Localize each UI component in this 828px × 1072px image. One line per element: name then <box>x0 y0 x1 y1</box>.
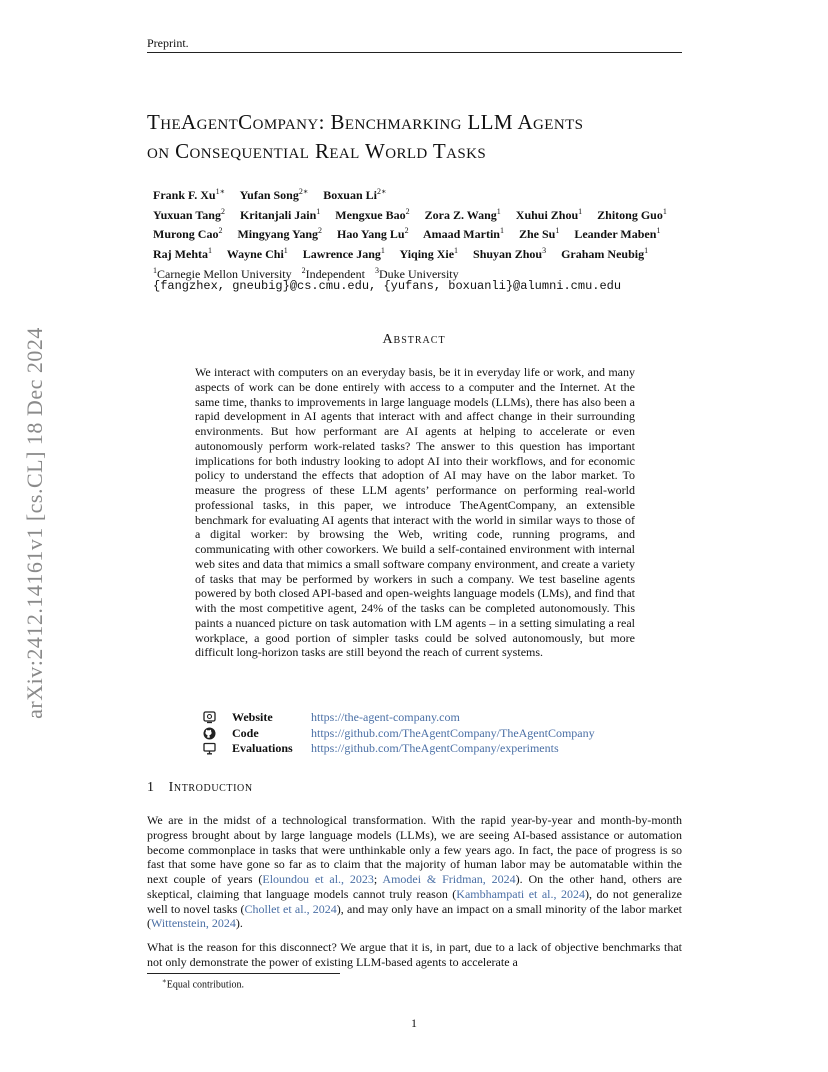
header-rule <box>147 52 682 53</box>
github-icon <box>202 727 216 740</box>
author-line-3 <box>153 223 753 243</box>
resource-links <box>202 710 595 757</box>
author: Zora Z. Wang$^1$ <box>424 206 501 222</box>
title-line-1: TheAgentCompany: Benchmarking LLM Agents <box>147 110 584 134</box>
link-label: Code <box>232 725 259 740</box>
author-list <box>153 184 753 262</box>
website-icon <box>202 711 216 724</box>
link-row-website <box>202 710 595 726</box>
author: Leander Maben$^1$ <box>574 226 661 241</box>
author: Graham Neubig$^1$ <box>561 245 649 261</box>
author: Yufan Song$^{2∗}$ <box>239 187 309 202</box>
author: Zhe Su$^1$ <box>518 226 560 241</box>
section-heading-introduction <box>147 780 253 796</box>
arxiv-stamp: arXiv:2412.14161v1 [cs.CL] 18 Dec 2024 <box>22 327 47 719</box>
author: Raj Mehta$^1$ <box>153 245 212 261</box>
introduction-paragraph-1: We are in the midst of a technological transformation. With the rapid year-by-year and month-by-month progress brought about by large language models (LLMs), we are seeing AI-based assistance or automation become commonplace in tasks that were unthinkable only a few years ago. In fact, the pace of progress is so fast that some have gone so far as to claim that the majority of human labor may be automatable within the next couple of years (Eloundou et al., 2023; Amodei & Fridman, 2024). On the other hand, others are skeptical, claiming that language models cannot truly reason (Kambhampati et al., 2024), do not generalize well to novel tasks (Chollet et al., 2024), and may only have an impact on a small minority of the labor market (Wittenstein, 2024). <box>147 813 683 931</box>
author: Kritanjali Jain$^1$ <box>239 206 321 222</box>
author: Lawrence Jang$^1$ <box>302 245 385 261</box>
introduction-paragraph-2: What is the reason for this disconnect? We argue that it is, in part, due to a lack of objective benchmarks that not only demonstrate the power of existing LLM-based agents to accelerate a <box>147 940 682 969</box>
citation-link[interactable]: Amodei & Fridman, 2024 <box>382 872 516 886</box>
section-title: Introduction <box>168 780 253 795</box>
affiliation: Duke University <box>378 267 459 281</box>
author: Hao Yang Lu$^2$ <box>337 226 409 241</box>
affiliation: Independent <box>305 267 365 281</box>
abstract-heading: Abstract <box>382 332 446 347</box>
author: Wayne Chi$^1$ <box>226 245 288 261</box>
affiliations: $^1$Carnegie Mellon University $^2$Independent $^3$Duke University <box>153 266 459 281</box>
author-emails: {fangzhex, gneubig}@cs.cmu.edu, {yufans, boxuanli}@alumni.cmu.edu <box>153 279 622 293</box>
link-row-code <box>202 726 595 742</box>
author: Yiqing Xie$^1$ <box>399 245 459 261</box>
abstract-text: We interact with computers on an everyday basis, be it in everyday life or work, and many aspects of work can be done entirely with access to a computer and the Internet. At the same time, thanks to improvements in large language models (LLMs), there has also been a rapid development in AI agents that interact with and affect change in their surrounding environments. But how performant are AI agents at helping to accelerate or even autonomously perform work-related tasks? The answer to this question has important implications for both industry looking to adopt AI into their workflows, and for economic policy to understand the effects that adoption of AI may have on the labor market. To measure the progress of these LLM agents’ performance on performing real-world professional tasks, in this paper, we introduce TheAgentCompany, an extensible benchmark for evaluating AI agents that interact with the world in similar ways to those of a digital worker: by browsing the Web, writing code, running programs, and communicating with other coworkers. We build a self-contained environment with internal web sites and data that mimics a small software company environment, and create a variety of tasks that may be performed by workers in such a company. We test baseline agents powered by both closed API-based and open-weights language models (LMs), and find that with the most competitive agent, 24% of the tasks can be completed autonomously. This paints a nuanced picture on task automation with LM agents – in a setting simulating a real workplace, a good portion of simpler tasks could be solved autonomously, but more difficult long-horizon tasks are still beyond the reach of current systems. <box>195 365 635 660</box>
author: Mingyang Yang$^2$ <box>237 226 323 241</box>
author: Murong Cao$^2$ <box>153 226 223 241</box>
affiliation: Carnegie Mellon University <box>157 267 292 281</box>
author: Mengxue Bao$^2$ <box>335 206 410 222</box>
website-link[interactable]: https://the-agent-company.com <box>311 710 460 724</box>
author: Frank F. $Xu^{1∗}$ <box>153 187 226 202</box>
author: Amaad Martin$^1$ <box>422 226 504 241</box>
citation-link[interactable]: Wittenstein, 2024 <box>151 916 236 931</box>
monitor-icon <box>202 742 216 755</box>
page-number: 1 <box>411 1016 417 1030</box>
link-label: Website <box>232 710 273 724</box>
author-line-4 <box>153 243 753 263</box>
author: Boxuan $Li^{2∗}$ <box>323 187 387 202</box>
author-line-1 <box>153 184 753 204</box>
author: Zhitong Guo$^1$ <box>597 206 667 222</box>
running-header: Preprint. <box>147 36 189 50</box>
author: Shuyan Zhou$^3$ <box>473 245 547 261</box>
author-line-2 <box>153 204 753 224</box>
title-line-2: on Consequential Real World Tasks <box>147 139 487 163</box>
code-link[interactable]: https://github.com/TheAgentCompany/TheAgentCompany <box>311 725 595 740</box>
evaluations-link[interactable]: https://github.com/TheAgentCompany/experiments <box>311 741 559 755</box>
link-row-evaluations <box>202 741 595 757</box>
footnote-rule <box>147 973 340 974</box>
author: Yuxuan Tang$^2$ <box>153 206 225 222</box>
link-label: Evaluations <box>232 741 293 755</box>
citation-link[interactable]: Eloundou et al., 2023 <box>262 872 374 886</box>
footnote: ∗Equal contribution. <box>162 977 244 991</box>
author: Xuhui Zhou$^1$ <box>515 206 583 222</box>
paper-title <box>147 108 707 166</box>
citation-link[interactable]: Kambhampati et al., 2024 <box>456 886 585 901</box>
citation-link[interactable]: Chollet et al., 2024 <box>244 901 337 916</box>
section-number: 1 <box>147 780 155 795</box>
